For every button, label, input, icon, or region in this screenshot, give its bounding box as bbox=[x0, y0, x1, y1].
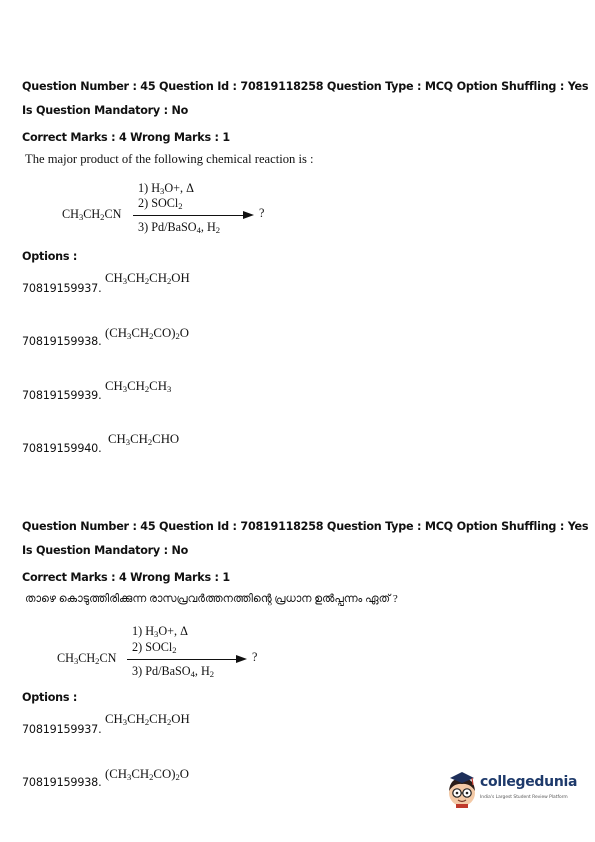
option-value: $(CH_3CH_2CO)_2O$ bbox=[105, 767, 190, 782]
question-text-malayalam: താഴെ കൊടുത്തിരിക്കുന്ന രാസപ്രവർത്തനത്തിന്റെ പ്രധാന ഉൽപ്പന്നം ഏത് ? bbox=[25, 593, 398, 605]
question-mandatory-line: Is Question Mandatory : No bbox=[22, 544, 189, 557]
option-id: 70819159937. bbox=[22, 723, 102, 736]
question-header-line1: Question Number : 45 Question Id : 70819118258 Question Type : MCQ Option Shuffling : Yes bbox=[22, 520, 589, 533]
options-label: Options : bbox=[22, 250, 78, 263]
reaction-step-2: 2) SOCl$_2$ bbox=[138, 196, 183, 211]
reaction-arrow bbox=[133, 215, 245, 216]
reaction-step-3: 3) Pd/BaSO$_4$, $H_2$ bbox=[132, 664, 215, 679]
option-value: $(CH_3CH_2CO)_2O$ bbox=[105, 326, 190, 341]
reaction-step-1: 1) $H_3O+$, Δ bbox=[132, 624, 188, 639]
option-id: 70819159940. bbox=[22, 442, 102, 455]
logo-tagline: India's Largest Student Review Platform bbox=[480, 795, 568, 800]
reactant: $CH_3CH_2CN$ bbox=[62, 207, 122, 222]
question-text: The major product of the following chemical reaction is : bbox=[25, 152, 314, 166]
option-id: 70819159938. bbox=[22, 335, 102, 348]
reaction-step-1: 1) $H_3O+$, Δ bbox=[138, 181, 194, 196]
option-id: 70819159938. bbox=[22, 776, 102, 789]
option-value: $CH_3CH_2CH_3$ bbox=[105, 379, 172, 394]
marks-line: Correct Marks : 4 Wrong Marks : 1 bbox=[22, 571, 230, 584]
product-unknown: ? bbox=[252, 650, 258, 664]
reactant: $CH_3CH_2CN$ bbox=[57, 651, 117, 666]
arrowhead-icon bbox=[243, 211, 254, 219]
option-value: $CH_3CH_2CHO$ bbox=[108, 432, 180, 447]
mascot-icon bbox=[446, 770, 478, 808]
reaction-step-3: 3) Pd/BaSO$_4$, $H_2$ bbox=[138, 220, 221, 235]
logo-wordmark: collegedunia bbox=[480, 774, 578, 790]
product-unknown: ? bbox=[259, 206, 265, 220]
options-label: Options : bbox=[22, 691, 78, 704]
option-id: 70819159937. bbox=[22, 282, 102, 295]
arrowhead-icon bbox=[236, 655, 247, 663]
reaction-step-2: 2) SOCl$_2$ bbox=[132, 640, 177, 655]
reaction-arrow bbox=[127, 659, 238, 660]
option-value: $CH_3CH_2CH_2OH$ bbox=[105, 271, 190, 286]
option-value: $CH_3CH_2CH_2OH$ bbox=[105, 712, 190, 727]
marks-line: Correct Marks : 4 Wrong Marks : 1 bbox=[22, 131, 230, 144]
collegedunia-logo bbox=[446, 770, 576, 810]
question-mandatory-line: Is Question Mandatory : No bbox=[22, 104, 189, 117]
option-id: 70819159939. bbox=[22, 389, 102, 402]
question-header-line1: Question Number : 45 Question Id : 70819118258 Question Type : MCQ Option Shuffling : Yes bbox=[22, 80, 589, 93]
